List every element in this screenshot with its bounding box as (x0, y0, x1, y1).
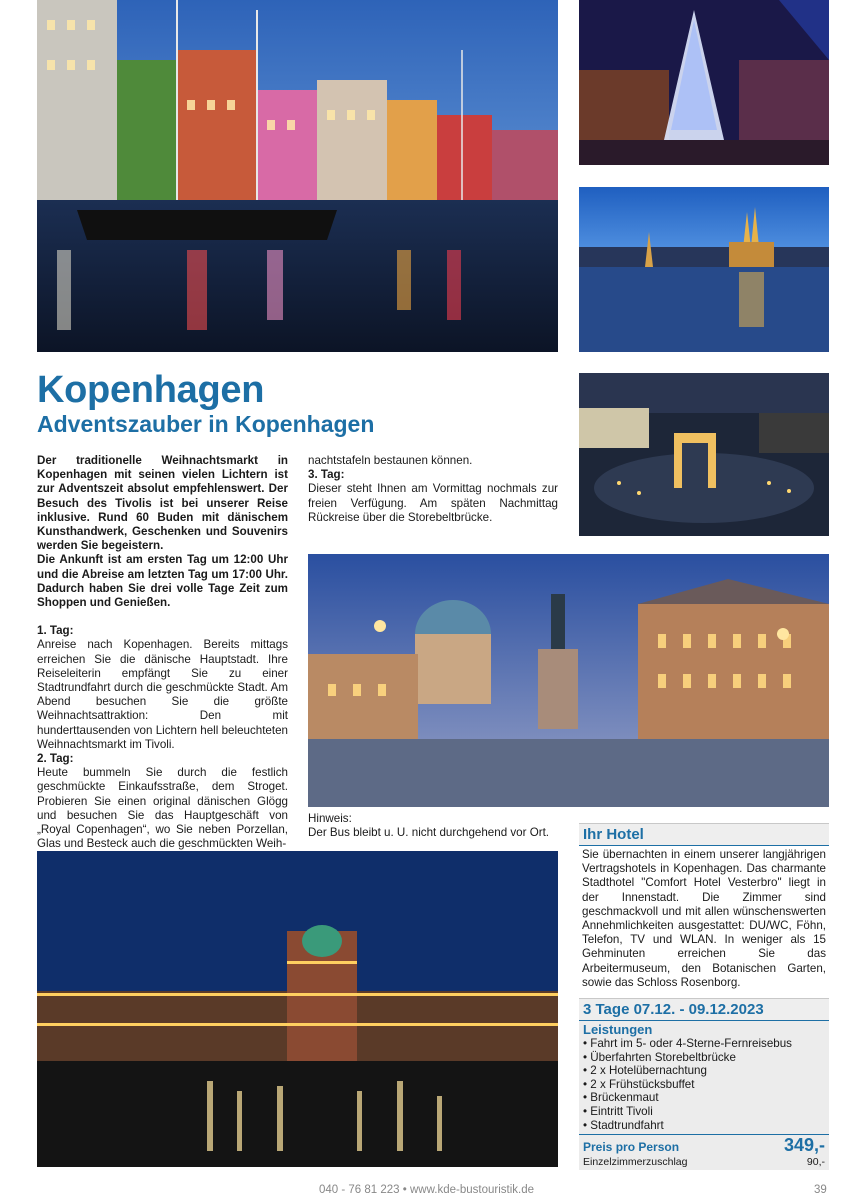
day-1-label: 1. Tag: (37, 624, 74, 638)
page-subtitle: Adventszauber in Kopenhagen (37, 411, 375, 437)
services-list (579, 1037, 829, 1132)
day-3-label: 3. Tag: (308, 468, 345, 482)
list-item: • 2 x Hotelübernachtung (583, 1064, 825, 1078)
day-2-label: 2. Tag: (37, 752, 74, 766)
price-label: Preis pro Person (583, 1140, 680, 1154)
page-title: Kopenhagen (37, 369, 265, 411)
list-item: • Brückenmaut (583, 1091, 825, 1105)
arrival-paragraph: Die Ankunft ist am ersten Tag um 12:00 Uhr und die Abreise am letzten Tag um 17:00 Uhr. Dadurch haben Sie drei volle Tage Zeit zum Shoppen und Genießen. (37, 553, 288, 610)
footer-contact[interactable]: 040 - 76 81 223 • www.kde-bustouristik.de (319, 1184, 534, 1196)
day-2-text-continued: nachtstafeln bestaunen können. (308, 454, 473, 467)
hint-label: Hinweis: (308, 812, 352, 825)
photo-christmas-market (579, 373, 829, 536)
day-2-text: Heute bummeln Sie durch die festlich geschmückte Einkaufsstraße, dem Stroget. Probieren Sie einen original dänischen Glögg und besuchen Sie das Hauptgeschäft von „Royal Copenhagen“, wo Sie neben Porzellan, Glas und Besteck auch die geschmückten Weih- (37, 766, 288, 851)
hotel-description: Sie übernachten in einem unserer langjährigen Vertragshotels in Kopenhagen. Das charmante Stadthotel "Comfort Hotel Vesterbro" liegt in der Innenstadt. Die Zimmer sind geschmackvoll und mit allen wünschenswerten Annehmlichkeiten ausgestattet: DU/WC, Föhn, Telefon, TV und WLAN. In weniger als 15 Gehminuten erreichen Sie das Arbeitermuseum, den Botanischen Garten, sowie das Schloss Rosenborg. (579, 846, 829, 994)
hint-note (308, 812, 558, 840)
hotel-heading: Ihr Hotel (579, 823, 829, 846)
photo-amalienborg-palace (308, 554, 829, 807)
text-column-left (37, 454, 288, 851)
day-1-text: Anreise nach Kopenhagen. Bereits mittags erreichen Sie die dänische Hauptstadt. Ihre Reiseleiterin empfängt Sie zu einer Stadtrundfahrt durch die geschmückte Stadt. Am Abend besuchen Sie die größte Weihnachtsattraktion: Den mit hunderttausenden von Lichtern hell beleuchteten Weihnachtsmarkt im Tivoli. (37, 638, 288, 751)
services-heading: Leistungen (583, 1022, 653, 1037)
photo-nyhavn-harbor (37, 0, 558, 352)
trip-dates-heading: 3 Tage 07.12. - 09.12.2023 (579, 998, 829, 1021)
photo-christmas-tree (579, 0, 829, 165)
day-3-text: Dieser steht Ihnen am Vormittag nochmals zur freien Verfügung. Am späten Nachmittag Rückreise über die Storebeltbrücke. (308, 482, 558, 524)
text-column-right (308, 454, 558, 525)
photo-cathedral-reflection (579, 187, 829, 352)
list-item: • Überfahrten Storebeltbrücke (583, 1051, 825, 1065)
surcharge-label: Einzelzimmerzuschlag (583, 1156, 688, 1168)
list-item: • Fahrt im 5- oder 4-Sterne-Fernreisebus (583, 1037, 825, 1051)
intro-paragraph: Der traditionelle Weihnachtsmarkt in Kopenhagen mit seinen vielen Lichtern ist zur Adventszeit absolut empfehlenswert. Der Besuch des Tivolis ist bei unserer Reise inklusive. Rund 60 Buden mit dänischem Kunsthandwerk, Geschenken und Souvenirs werden Sie begeistern. (37, 454, 288, 553)
list-item: • 2 x Frühstücksbuffet (583, 1078, 825, 1092)
list-item: • Stadtrundfahrt (583, 1119, 825, 1133)
hotel-box (579, 823, 829, 991)
surcharge-value: 90,- (806, 1156, 825, 1168)
photo-tivoli-palace (37, 851, 558, 1167)
hint-text: Der Bus bleibt u. U. nicht durchgehend vor Ort. (308, 826, 550, 840)
list-item: • Eintritt Tivoli (583, 1105, 825, 1119)
page-number: 39 (814, 1184, 827, 1196)
price-row (579, 1134, 829, 1168)
price-value: 349,- (783, 1135, 825, 1155)
trip-box (579, 998, 829, 1170)
